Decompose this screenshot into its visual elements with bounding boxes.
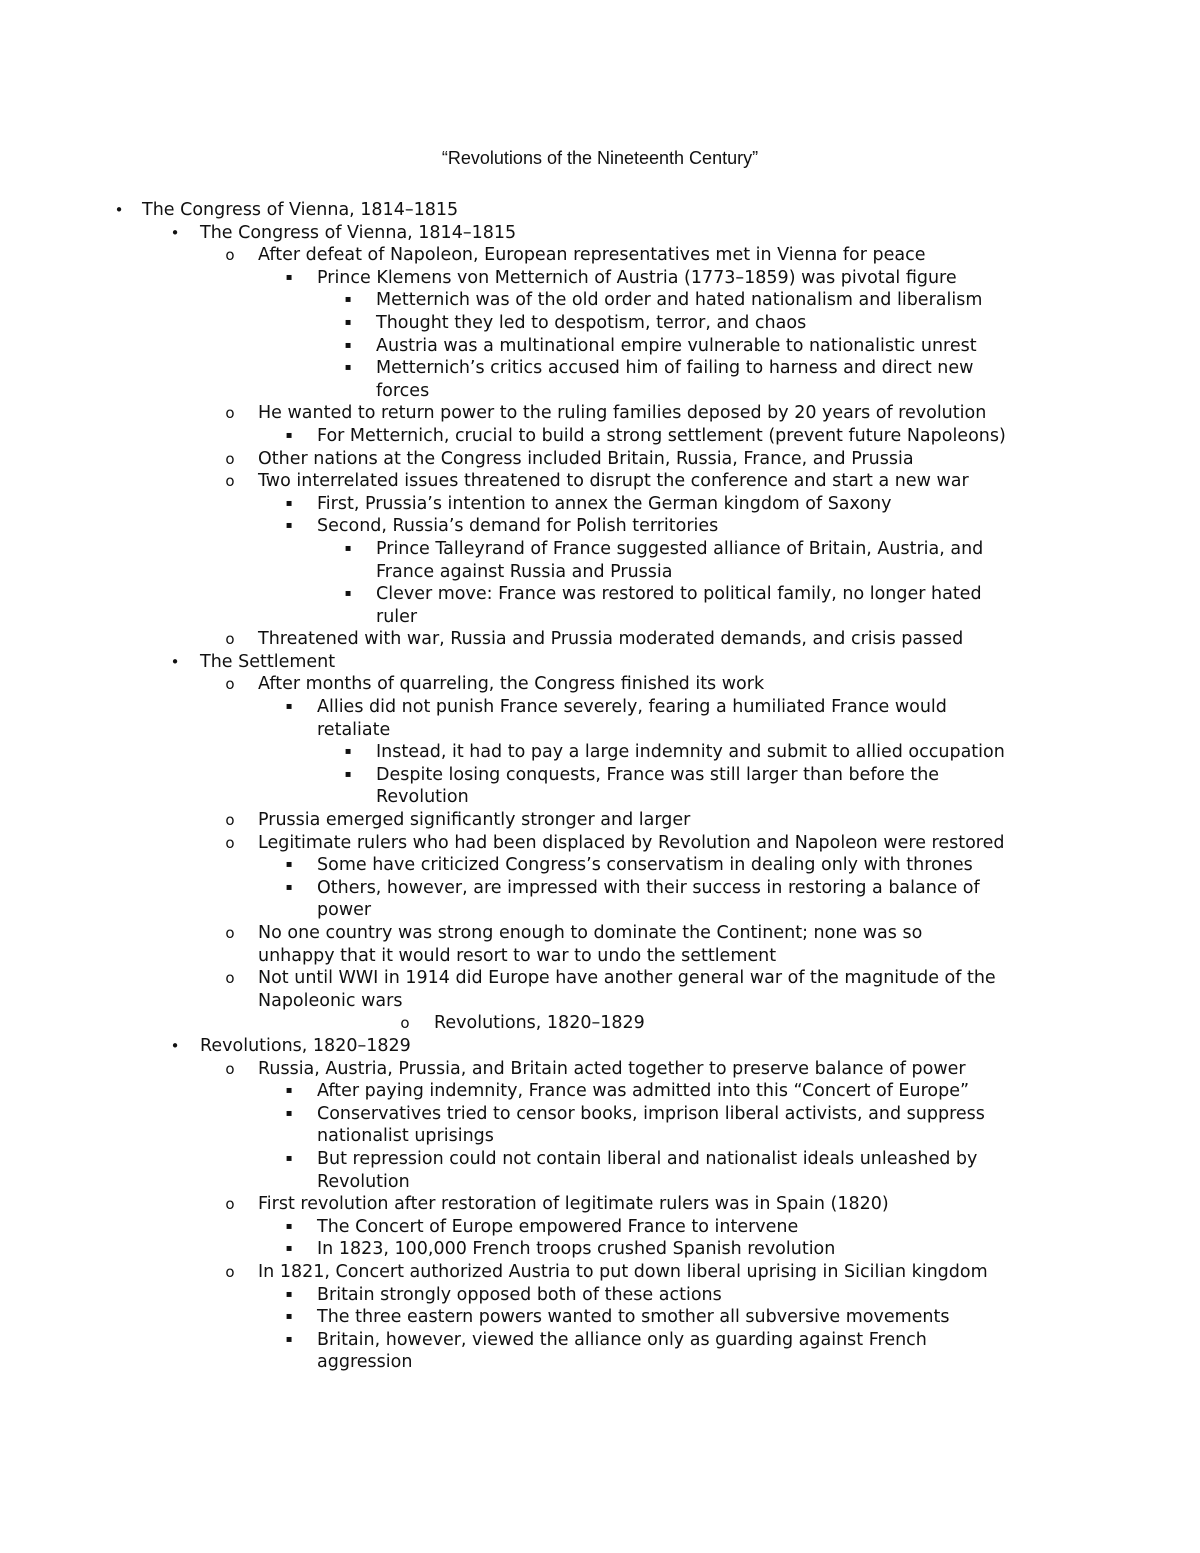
square-bullet-icon: ▪ — [285, 1220, 293, 1232]
outline-item-text: After defeat of Napoleon, European representatives met in Vienna for peace — [258, 245, 926, 266]
outline-item — [0, 357, 1200, 380]
outline-item-text: The Settlement — [200, 651, 336, 672]
outline-item-text: Allies did not punish France severely, fearing a humiliated France would — [317, 697, 947, 718]
outline-item-text: unhappy that it would resort to war to undo the settlement — [258, 945, 777, 966]
outline-item — [0, 561, 1200, 584]
outline-item — [0, 1216, 1200, 1239]
outline-item — [0, 967, 1200, 990]
circle-bullet-icon: o — [225, 449, 235, 468]
outline-item-text: He wanted to return power to the ruling families deposed by 20 years of revolution — [258, 403, 987, 424]
outline-item-text: ruler — [376, 606, 418, 627]
outline-item — [0, 335, 1200, 358]
outline-item-text: Austria was a multinational empire vulnerable to nationalistic unrest — [376, 335, 977, 356]
square-bullet-icon: ▪ — [344, 768, 352, 780]
outline-item-text: Napoleonic wars — [258, 990, 403, 1011]
outline-item-text: The Congress of Vienna, 1814–1815 — [142, 200, 459, 220]
outline-item — [0, 515, 1200, 538]
outline-item-text: Metternich’s critics accused him of failing to harness and direct new — [376, 358, 974, 379]
outline-item-text: Russia, Austria, Prussia, and Britain acted together to preserve balance of power — [258, 1058, 966, 1079]
outline-item-text: Prussia emerged significantly stronger and larger — [258, 810, 691, 831]
outline-item — [0, 289, 1200, 312]
outline-item-text: In 1823, 100,000 French troops crushed Spanish revolution — [317, 1239, 836, 1260]
outline-item-text: Threatened with war, Russia and Prussia moderated demands, and crisis passed — [258, 629, 964, 650]
square-bullet-icon: ▪ — [344, 316, 352, 328]
outline-item — [0, 1080, 1200, 1103]
circle-bullet-icon: o — [400, 1014, 410, 1033]
outline-item-text: Other nations at the Congress included Britain, Russia, France, and Prussia — [258, 448, 914, 469]
outline-item — [0, 199, 1200, 222]
outline-item — [0, 764, 1200, 787]
dot-bullet-icon: • — [114, 201, 124, 219]
square-bullet-icon: ▪ — [285, 1243, 293, 1255]
square-bullet-icon: ▪ — [285, 1333, 293, 1345]
square-bullet-icon: ▪ — [285, 881, 293, 893]
outline-item-text: Second, Russia’s demand for Polish territories — [317, 516, 719, 537]
outline-item — [0, 1103, 1200, 1126]
outline-item — [0, 741, 1200, 764]
outline-item-text: Britain strongly opposed both of these actions — [317, 1284, 722, 1305]
outline-item — [0, 786, 1200, 809]
outline-item — [0, 899, 1200, 922]
circle-bullet-icon: o — [225, 1262, 235, 1281]
square-bullet-icon: ▪ — [285, 429, 293, 441]
circle-bullet-icon: o — [225, 1059, 235, 1078]
outline-item — [0, 673, 1200, 696]
outline-item-text: Britain, however, viewed the alliance only as guarding against French — [317, 1329, 927, 1350]
outline-item — [0, 1351, 1200, 1374]
square-bullet-icon: ▪ — [344, 746, 352, 758]
dot-bullet-icon: • — [170, 1036, 180, 1055]
outline-item — [0, 1035, 1200, 1058]
square-bullet-icon: ▪ — [285, 1152, 293, 1164]
outline-item-text: First, Prussia’s intention to annex the German kingdom of Saxony — [317, 493, 892, 514]
outline-item-text: The Congress of Vienna, 1814–1815 — [200, 222, 517, 243]
outline-item-text: Others, however, are impressed with their success in restoring a balance of — [317, 877, 980, 898]
outline-item-text: But repression could not contain liberal and nationalist ideals unleashed by — [317, 1148, 978, 1169]
outline-item-text: No one country was strong enough to dominate the Continent; none was so — [258, 923, 923, 943]
outline-item-text: Clever move: France was restored to political family, no longer hated — [376, 584, 982, 605]
outline-item-text: Despite losing conquests, France was still larger than before the — [376, 764, 940, 785]
outline-item — [0, 877, 1200, 900]
outline-item-text: Prince Klemens von Metternich of Austria (1773–1859) was pivotal figure — [317, 267, 957, 288]
outline-item — [0, 470, 1200, 493]
outline-list — [0, 199, 1200, 1374]
outline-item — [0, 538, 1200, 561]
outline-item — [0, 244, 1200, 267]
outline-item — [0, 606, 1200, 629]
outline-item — [0, 425, 1200, 448]
outline-item-text: forces — [376, 380, 430, 401]
circle-bullet-icon: o — [225, 404, 235, 423]
outline-item — [0, 651, 1200, 674]
outline-item-text: The Concert of Europe empowered France to intervene — [317, 1216, 799, 1237]
outline-item-text: Instead, it had to pay a large indemnity and submit to allied occupation — [376, 742, 1005, 763]
page-title: “Revolutions of the Nineteenth Century” — [441, 148, 759, 168]
outline-item — [0, 1058, 1200, 1081]
outline-item — [0, 583, 1200, 606]
outline-item — [0, 1261, 1200, 1284]
outline-item-text: Legitimate rulers who had been displaced by Revolution and Napoleon were restored — [258, 832, 1005, 853]
outline-item-text: The three eastern powers wanted to smother all subversive movements — [317, 1307, 950, 1328]
outline-item-text: Conservatives tried to censor books, imprison liberal activists, and suppress — [317, 1103, 985, 1124]
square-bullet-icon: ▪ — [285, 497, 293, 509]
outline-item — [0, 1329, 1200, 1352]
outline-item-text: Revolutions, 1820–1829 — [200, 1035, 411, 1056]
dot-bullet-icon: • — [170, 223, 180, 242]
outline-item — [0, 448, 1200, 471]
circle-bullet-icon: o — [225, 472, 235, 491]
outline-item — [0, 380, 1200, 403]
outline-item-text: First revolution after restoration of legitimate rulers was in Spain (1820) — [258, 1194, 889, 1215]
outline-item-text: Revolution — [317, 1171, 410, 1192]
square-bullet-icon: ▪ — [344, 362, 352, 374]
outline-item — [0, 312, 1200, 335]
outline-item-text: Two interrelated issues threatened to disrupt the conference and start a new war — [258, 471, 969, 492]
outline-item — [0, 945, 1200, 968]
outline-item — [0, 809, 1200, 832]
outline-item — [0, 1148, 1200, 1171]
outline-item-text: aggression — [317, 1352, 413, 1373]
outline-item — [0, 696, 1200, 719]
square-bullet-icon: ▪ — [344, 588, 352, 600]
outline-item-text: Revolutions, 1820–1829 — [434, 1013, 645, 1034]
outline-item-text: retaliate — [317, 719, 391, 740]
outline-item-text: For Metternich, crucial to build a strong settlement (prevent future Napoleons) — [317, 425, 1006, 446]
outline-item-text: nationalist uprisings — [317, 1126, 494, 1147]
circle-bullet-icon: o — [225, 630, 235, 649]
outline-item — [0, 402, 1200, 425]
square-bullet-icon: ▪ — [285, 1085, 293, 1097]
square-bullet-icon: ▪ — [285, 1107, 293, 1119]
circle-bullet-icon: o — [225, 833, 235, 852]
outline-item-text: Not until WWI in 1914 did Europe have another general war of the magnitude of the — [258, 968, 996, 989]
outline-item-text: After months of quarreling, the Congress finished its work — [258, 674, 765, 695]
outline-item — [0, 1306, 1200, 1329]
outline-item-text: Revolution — [376, 787, 469, 808]
square-bullet-icon: ▪ — [285, 271, 293, 283]
square-bullet-icon: ▪ — [285, 1311, 293, 1323]
circle-bullet-icon: o — [225, 969, 235, 988]
circle-bullet-icon: o — [225, 246, 235, 265]
outline-item — [0, 1171, 1200, 1194]
outline-item — [0, 222, 1200, 245]
dot-bullet-icon: • — [170, 652, 180, 671]
square-bullet-icon: ▪ — [285, 859, 293, 871]
outline-item — [0, 1125, 1200, 1148]
circle-bullet-icon: o — [225, 675, 235, 694]
outline-item — [0, 922, 1200, 945]
outline-item — [0, 854, 1200, 877]
outline-item — [0, 1238, 1200, 1261]
square-bullet-icon: ▪ — [344, 294, 352, 306]
outline-item — [0, 628, 1200, 651]
outline-item-text: France against Russia and Prussia — [376, 561, 673, 582]
square-bullet-icon: ▪ — [285, 701, 293, 713]
square-bullet-icon: ▪ — [344, 339, 352, 351]
outline-item — [0, 1012, 1200, 1035]
square-bullet-icon: ▪ — [344, 542, 352, 554]
outline-item — [0, 1193, 1200, 1216]
circle-bullet-icon: o — [225, 1195, 235, 1214]
outline-item-text: Thought they led to despotism, terror, and chaos — [376, 312, 807, 333]
circle-bullet-icon: o — [225, 811, 235, 830]
outline-item-text: Prince Talleyrand of France suggested alliance of Britain, Austria, and — [376, 538, 984, 559]
outline-item-text: In 1821, Concert authorized Austria to put down liberal uprising in Sicilian kingdom — [258, 1261, 988, 1282]
outline-item-text: Some have criticized Congress’s conservatism in dealing only with thrones — [317, 855, 973, 876]
square-bullet-icon: ▪ — [285, 1288, 293, 1300]
square-bullet-icon: ▪ — [285, 520, 293, 532]
outline-item-text: power — [317, 900, 372, 921]
outline-item — [0, 267, 1200, 290]
circle-bullet-icon: o — [225, 924, 235, 942]
outline-item — [0, 1284, 1200, 1307]
outline-item-text: Metternich was of the old order and hated nationalism and liberalism — [376, 290, 983, 311]
outline-item — [0, 493, 1200, 516]
outline-item-text: After paying indemnity, France was admitted into this “Concert of Europe” — [317, 1081, 970, 1102]
outline-item — [0, 990, 1200, 1013]
outline-item — [0, 832, 1200, 855]
outline-item — [0, 719, 1200, 742]
